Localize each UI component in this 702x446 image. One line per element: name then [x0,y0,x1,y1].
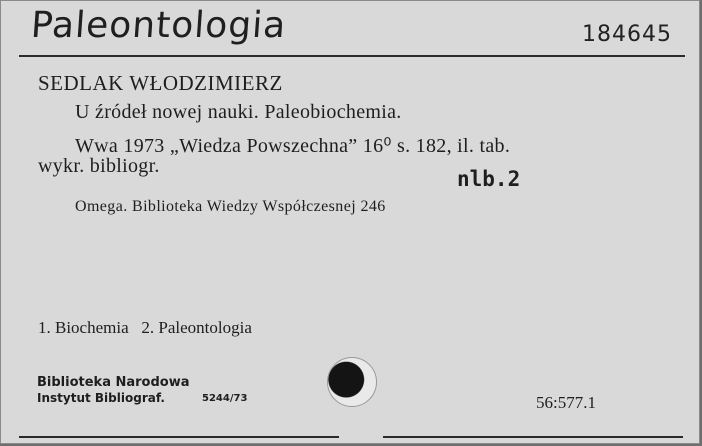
shelfmark: nlb.2 [457,167,521,191]
footer-code: 5244/73 [202,393,248,404]
bottom-rule-right [383,436,683,438]
imprint-line: Wwa 1973 „Wiedza Powszechna” 16⁰ s. 182, il. tab. [75,135,511,157]
bottom-rule-left [19,436,339,438]
book-title: U źródeł nowej nauki. Paleobiochemia. [75,101,402,123]
punch-hole [327,357,377,407]
classification-number: 56:577.1 [536,393,596,412]
subject-tracings: 1. Biochemia 2. Paleontologia [38,318,252,337]
imprint-line-continued: wykr. bibliogr. [38,155,160,177]
series-note: Omega. Biblioteka Wiedzy Współczesnej 246 [75,198,386,215]
author-name: SEDLAK WŁODZIMIERZ [38,71,283,95]
footer-institution: Biblioteka Narodowa [37,375,190,390]
footer-department: Instytut Bibliograf. [37,391,165,405]
card-number: 184645 [582,22,672,47]
top-rule [19,55,685,57]
subject-heading: Paleontologia [29,5,288,46]
